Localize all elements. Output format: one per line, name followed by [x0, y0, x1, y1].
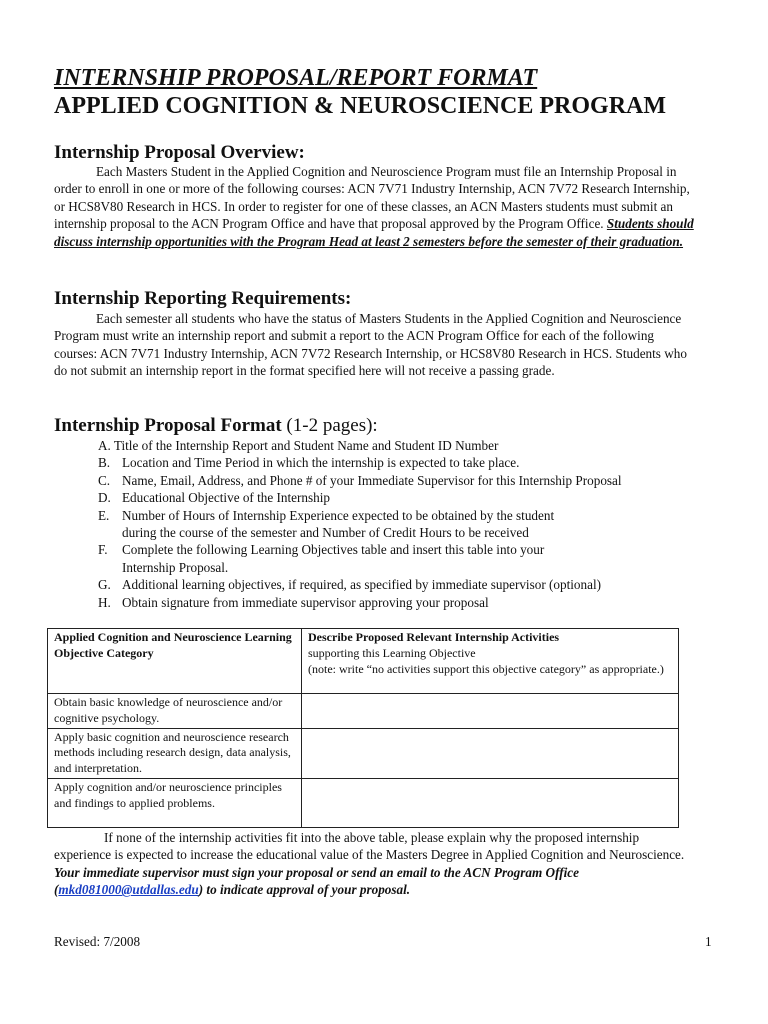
reporting-paragraph: [54, 310, 694, 380]
list-text: Obtain signature from immediate supervisor approving your proposal: [122, 594, 489, 610]
list-text: Number of Hours of Internship Experience expected to be obtained by the student during the course of the semester and Number of Credit Hours to be received: [122, 507, 555, 541]
list-item: [98, 437, 718, 454]
column-header-activities: [302, 629, 679, 694]
list-letter: G.: [98, 577, 111, 593]
list-text: Name, Email, Address, and Phone # of your Immediate Supervisor for this Internship Proposal: [122, 472, 622, 488]
list-item: [98, 472, 718, 489]
category-cell: Obtain basic knowledge of neuroscience and/or cognitive psychology.: [48, 694, 302, 729]
list-text: Location and Time Period in which the internship is expected to take place.: [122, 455, 520, 471]
closing-emphasis-end: ) to indicate approval of your proposal.: [198, 882, 411, 898]
list-item: [98, 594, 718, 611]
list-text: Educational Objective of the Internship: [122, 490, 330, 506]
closing-paragraph: [54, 829, 694, 899]
table-row: [48, 728, 679, 778]
email-link[interactable]: mkd081000@utdallas.edu: [58, 882, 199, 898]
closing-emphasis-start: Your immediate supervisor must sign your proposal or send an email to the ACN Program Office (: [54, 864, 579, 898]
overview-text: Each Masters Student in the Applied Cognition and Neuroscience Program must file an Internship Proposal in order to enroll in one or more of the following courses: ACN 7V71 Industry Internship, ACN 7V72 Research Internship, or HCS8V80 Research in HCS. In order to register for one of these classes, an ACN Masters students must submit an internship proposal to the ACN Program Office and have that proposal approved by the Program Office.: [54, 164, 690, 232]
table-row: [48, 694, 679, 729]
activities-cell[interactable]: [302, 694, 679, 729]
learning-objectives-table: [47, 628, 679, 828]
list-letter: B.: [98, 455, 111, 471]
format-heading-suffix: (1-2 pages):: [286, 415, 378, 436]
list-letter: C.: [98, 472, 111, 488]
format-list: [98, 437, 718, 611]
format-heading: [54, 415, 378, 437]
list-letter: F.: [98, 542, 108, 558]
list-text: Additional learning objectives, if required, as specified by immediate supervisor (optional): [122, 577, 602, 593]
list-item: [98, 489, 718, 506]
list-letter: A.: [98, 438, 111, 453]
list-text: Title of the Internship Report and Student Name and Student ID Number: [113, 438, 499, 453]
table-row: [48, 778, 679, 827]
revised-date: Revised: 7/2008: [54, 934, 141, 949]
list-item: [98, 507, 718, 542]
activities-cell[interactable]: [302, 728, 679, 778]
document-title: INTERNSHIP PROPOSAL/REPORT FORMAT: [54, 65, 538, 91]
reporting-heading: Internship Reporting Requirements:: [54, 288, 352, 309]
overview-paragraph: [54, 163, 694, 250]
page-number: 1: [705, 934, 712, 949]
list-letter: E.: [98, 507, 110, 523]
reporting-text: Each semester all students who have the status of Masters Students in the Applied Cognition and Neuroscience Program must write an internship report and submit a report to the ACN Program Office for each of the following courses: ACN 7V71 Industry Internship, ACN 7V72 Research Internship, or HCS8V80 Research in HCS. Students who do not submit an internship report in the format specified here will not receive a passing grade.: [54, 311, 687, 379]
program-title: APPLIED COGNITION & NEUROSCIENCE PROGRAM: [54, 93, 667, 119]
list-item: [98, 576, 718, 593]
column-header-activities-subtitle: supporting this Learning Objective: [308, 645, 476, 660]
column-header-activities-note: (note: write “no activities support this objective category” as appropriate.): [308, 661, 664, 676]
table-header-row: [48, 629, 679, 694]
list-letter: H.: [98, 594, 111, 610]
list-item: [98, 541, 718, 576]
category-cell: Apply cognition and/or neuroscience principles and findings to applied problems.: [48, 778, 302, 827]
overview-emphasis: Students should discuss internship opportunities with the Program Head at least 2 semesters before the semester of their graduation.: [54, 216, 694, 249]
activities-cell[interactable]: [302, 778, 679, 827]
list-item: [98, 454, 718, 471]
format-heading-text: Internship Proposal Format: [54, 415, 282, 436]
list-text: Complete the following Learning Objectives table and insert this table into your Internship Proposal.: [122, 542, 545, 575]
overview-heading: Internship Proposal Overview:: [54, 142, 305, 163]
column-header-activities-title: Describe Proposed Relevant Internship Activities: [308, 630, 560, 644]
list-letter: D.: [98, 490, 111, 506]
column-header-category: Applied Cognition and Neuroscience Learning Objective Category: [48, 629, 302, 694]
category-cell: Apply basic cognition and neuroscience research methods including research design, data analysis, and interpretation.: [48, 728, 302, 778]
closing-text: If none of the internship activities fit into the above table, please explain why the proposed internship experience is expected to increase the educational value of the Masters Degree in Applied Cognition and Neuroscience.: [54, 830, 685, 863]
